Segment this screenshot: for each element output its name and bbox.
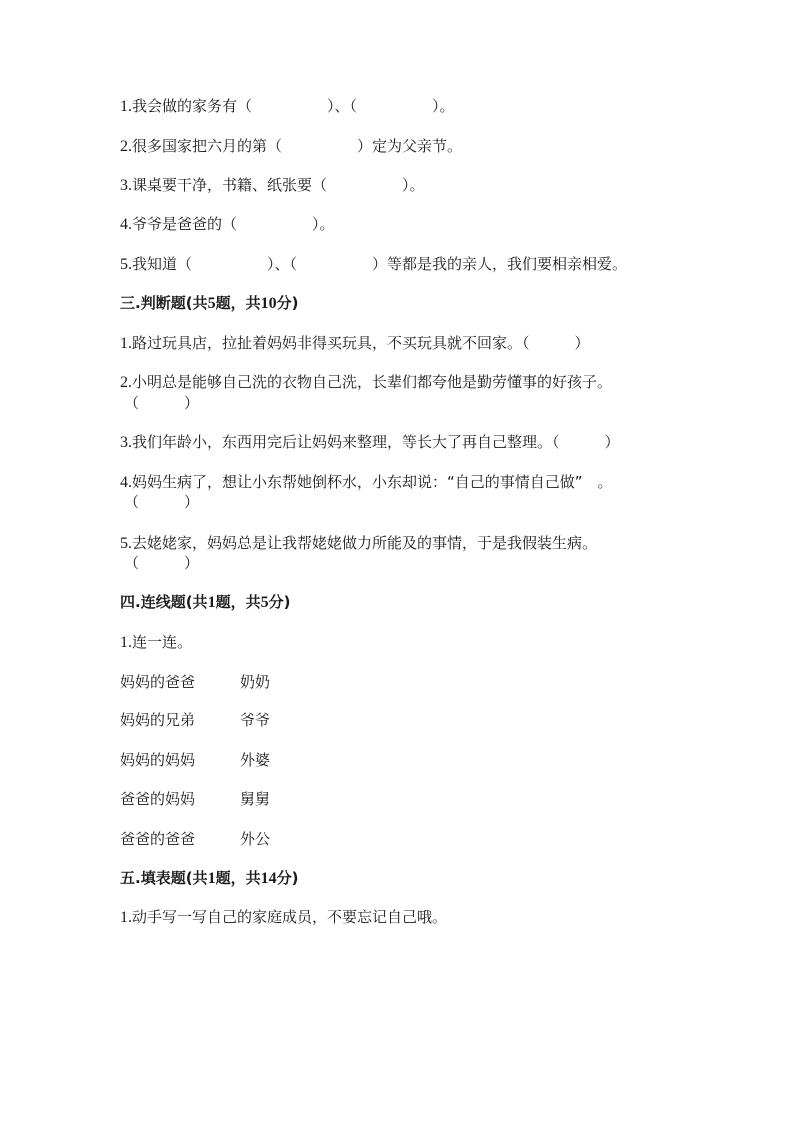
match-right-1: 奶奶 [240,673,271,691]
judge-item-2-answer: （ ） [124,394,200,412]
item-number: 2. [120,374,132,391]
fill-item-1 [120,96,455,117]
heading-score: 5 [260,594,269,611]
heading-text-mid: 题，共 [215,593,261,611]
judge-item-4 [120,472,613,493]
match-right-3: 外婆 [240,751,271,769]
heading-text-end: 分) [268,593,291,611]
heading-number: 四. [120,593,141,611]
heading-count: 1 [207,870,216,887]
item-text: 去姥姥家，妈妈总是让我帮姥姥做力所能及的事情，于是我假装生病。 [132,534,598,552]
item-number: 1. [120,335,132,352]
fill-item-2 [120,136,462,157]
item-number: 5. [120,256,132,273]
item-text: 我知道（ ）、（ ）等都是我的亲人，我们要相亲相爱。 [132,255,628,273]
item-number: 1. [120,98,132,115]
match-left-2: 妈妈的兄弟 [120,711,196,729]
match-left-4: 爸爸的妈妈 [120,790,196,808]
section-heading-matching [120,592,290,613]
heading-score: 10 [260,295,277,312]
item-text: 爷爷是爸爸的（ ）。 [132,215,335,233]
item-text: 连一连。 [132,633,193,651]
judge-item-5-answer: （ ） [124,554,200,572]
match-right-5: 外公 [240,830,271,848]
judge-item-5 [120,533,597,554]
match-right-4: 舅舅 [240,790,271,808]
item-text: 我会做的家务有（ ）、（ ）。 [132,97,455,115]
match-right-2: 爷爷 [240,711,271,729]
section-heading-table [120,868,298,889]
section-heading-judgement [120,293,298,314]
fill-item-3 [120,175,425,196]
heading-text: 填表题(共 [140,869,208,887]
item-text: 我们年龄小，东西用完后让妈妈来整理，等长大了再自己整理。（ ） [132,433,620,451]
heading-count: 5 [207,295,216,312]
match-left-1: 妈妈的爸爸 [120,673,196,691]
heading-text: 判断题(共 [140,294,208,312]
item-text: 很多国家把六月的第（ ）定为父亲节。 [132,137,463,155]
heading-text: 连线题(共 [140,593,208,611]
heading-text-mid: 题，共 [215,294,261,312]
judge-item-1 [120,333,590,354]
judge-item-2 [120,372,612,393]
item-number: 1. [120,909,132,926]
heading-text-end: 分) [276,294,299,312]
match-left-3: 妈妈的妈妈 [120,751,196,769]
matching-question [120,632,192,653]
item-text: 妈妈生病了，想让小东帮她倒杯水，小东却说：“自己的事情自己做” 。 [132,473,613,491]
heading-text-end: 分) [276,869,299,887]
item-number: 4. [120,474,132,491]
match-left-5: 爸爸的爸爸 [120,830,196,848]
heading-number: 三. [120,294,141,312]
item-text: 动手写一写自己的家庭成员，不要忘记自己哦。 [132,908,448,926]
item-text: 路过玩具店，拉扯着妈妈非得买玩具，不买玩具就不回家。（ ） [132,334,590,352]
heading-score: 14 [260,870,277,887]
heading-count: 1 [207,594,216,611]
item-number: 3. [120,177,132,194]
fill-item-5 [120,254,627,275]
judge-item-3 [120,432,620,453]
heading-number: 五. [120,869,141,887]
fill-item-4 [120,214,335,235]
item-number: 3. [120,434,132,451]
item-number: 4. [120,216,132,233]
heading-text-mid: 题，共 [215,869,261,887]
item-text: 小明总是能够自己洗的衣物自己洗，长辈们都夸他是勤劳懂事的好孩子。 [132,373,613,391]
item-number: 2. [120,138,132,155]
item-number: 1. [120,634,132,651]
table-question [120,907,447,928]
item-text: 课桌要干净，书籍、纸张要（ ）。 [132,176,425,194]
item-number: 5. [120,535,132,552]
judge-item-4-answer: （ ） [124,493,200,511]
